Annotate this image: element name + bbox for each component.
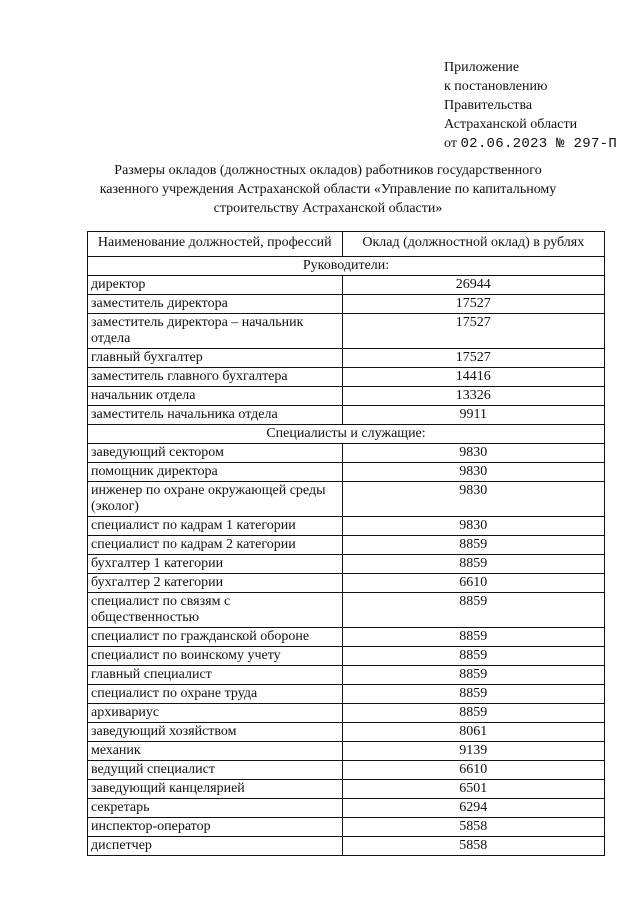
- title-line: строительству Астраханской области»: [213, 201, 443, 216]
- table-row: [88, 780, 605, 799]
- position-name: главный специалист: [88, 666, 343, 685]
- position-name: директор: [88, 276, 343, 295]
- position-name: специалист по охране труда: [88, 685, 343, 704]
- appendix-line: Правительства: [444, 98, 533, 113]
- position-name: начальник отдела: [88, 387, 343, 406]
- position-name: инспектор-оператор: [88, 818, 343, 837]
- salary-value: 6610: [342, 761, 604, 780]
- table-row: [88, 444, 605, 463]
- table-row: [88, 837, 605, 856]
- position-name: главный бухгалтер: [88, 349, 343, 368]
- salary-value: 6610: [342, 574, 604, 593]
- salary-value: 8859: [342, 555, 604, 574]
- salary-value: 9911: [342, 406, 604, 425]
- table-row: [88, 387, 605, 406]
- table-row: [88, 517, 605, 536]
- salary-value: 9830: [342, 482, 604, 517]
- salary-value: 17527: [342, 314, 604, 349]
- position-name: архивариус: [88, 704, 343, 723]
- salary-value: 6294: [342, 799, 604, 818]
- salary-value: 14416: [342, 368, 604, 387]
- salary-value: 5858: [342, 818, 604, 837]
- table-row: [88, 742, 605, 761]
- salary-value: 13326: [342, 387, 604, 406]
- header-salary: Оклад (должностной оклад) в рублях: [342, 232, 604, 257]
- position-name: специалист по кадрам 1 категории: [88, 517, 343, 536]
- table-row: [88, 647, 605, 666]
- table-row: [88, 761, 605, 780]
- group-row-specialists: [88, 425, 605, 444]
- position-name: заместитель директора: [88, 295, 343, 314]
- table-row: [88, 574, 605, 593]
- position-name: помощник директора: [88, 463, 343, 482]
- salary-value: 8859: [342, 666, 604, 685]
- table-row: [88, 593, 605, 628]
- salary-value: 17527: [342, 295, 604, 314]
- salary-value: 26944: [342, 276, 604, 295]
- position-name: заместитель директора – начальник отдела: [88, 314, 343, 349]
- table-body: [88, 257, 605, 856]
- table-row: [88, 368, 605, 387]
- table-row: [88, 628, 605, 647]
- appendix-date-value: 02.06.2023 № 297-П: [460, 136, 618, 152]
- group-row-managers: [88, 257, 605, 276]
- appendix-date-prefix: от: [444, 136, 457, 151]
- title-line: Размеры окладов (должностных окладов) работников государственного: [114, 163, 542, 178]
- position-name: заместитель начальника отдела: [88, 406, 343, 425]
- table-row: [88, 555, 605, 574]
- position-name: бухгалтер 1 категории: [88, 555, 343, 574]
- salary-value: 8061: [342, 723, 604, 742]
- position-name: бухгалтер 2 категории: [88, 574, 343, 593]
- position-name: заместитель главного бухгалтера: [88, 368, 343, 387]
- position-name: механик: [88, 742, 343, 761]
- table-row: [88, 536, 605, 555]
- header-position: Наименование должностей, профессий: [88, 232, 343, 257]
- table-row: [88, 723, 605, 742]
- appendix-block: [444, 58, 617, 154]
- table-row: [88, 482, 605, 517]
- appendix-line: к постановлению: [444, 79, 548, 94]
- position-name: специалист по кадрам 2 категории: [88, 536, 343, 555]
- table-row: [88, 295, 605, 314]
- salary-value: 8859: [342, 628, 604, 647]
- position-name: ведущий специалист: [88, 761, 343, 780]
- group-title: Специалисты и служащие:: [88, 425, 605, 444]
- appendix-line: Приложение: [444, 60, 520, 75]
- table-row: [88, 799, 605, 818]
- salary-value: 8859: [342, 647, 604, 666]
- table-row: [88, 349, 605, 368]
- table-row: [88, 666, 605, 685]
- appendix-date-line: [444, 134, 617, 154]
- table-header-row: [88, 232, 605, 257]
- position-name: заведующий хозяйством: [88, 723, 343, 742]
- position-name: секретарь: [88, 799, 343, 818]
- table-row: [88, 276, 605, 295]
- position-name: инженер по охране окружающей среды (эколог): [88, 482, 343, 517]
- salary-value: 8859: [342, 536, 604, 555]
- salary-value: 9830: [342, 463, 604, 482]
- salary-table: [87, 231, 605, 856]
- appendix-line: Астраханской области: [444, 117, 578, 132]
- position-name: специалист по связям с общественностью: [88, 593, 343, 628]
- salary-value: 17527: [342, 349, 604, 368]
- position-name: заведующий сектором: [88, 444, 343, 463]
- table-row: [88, 463, 605, 482]
- salary-value: 6501: [342, 780, 604, 799]
- salary-value: 9830: [342, 444, 604, 463]
- table-row: [88, 685, 605, 704]
- group-title: Руководители:: [88, 257, 605, 276]
- salary-value: 8859: [342, 593, 604, 628]
- table-row: [88, 314, 605, 349]
- salary-value: 9830: [342, 517, 604, 536]
- salary-value: 8859: [342, 704, 604, 723]
- position-name: специалист по воинскому учету: [88, 647, 343, 666]
- salary-value: 9139: [342, 742, 604, 761]
- title-line: казенного учреждения Астраханской области «Управление по капитальному: [99, 182, 557, 197]
- table-row: [88, 818, 605, 837]
- position-name: диспетчер: [88, 837, 343, 856]
- document-title: [78, 161, 578, 218]
- salary-value: 8859: [342, 685, 604, 704]
- salary-value: 5858: [342, 837, 604, 856]
- table-row: [88, 704, 605, 723]
- position-name: специалист по гражданской обороне: [88, 628, 343, 647]
- position-name: заведующий канцелярией: [88, 780, 343, 799]
- table-row: [88, 406, 605, 425]
